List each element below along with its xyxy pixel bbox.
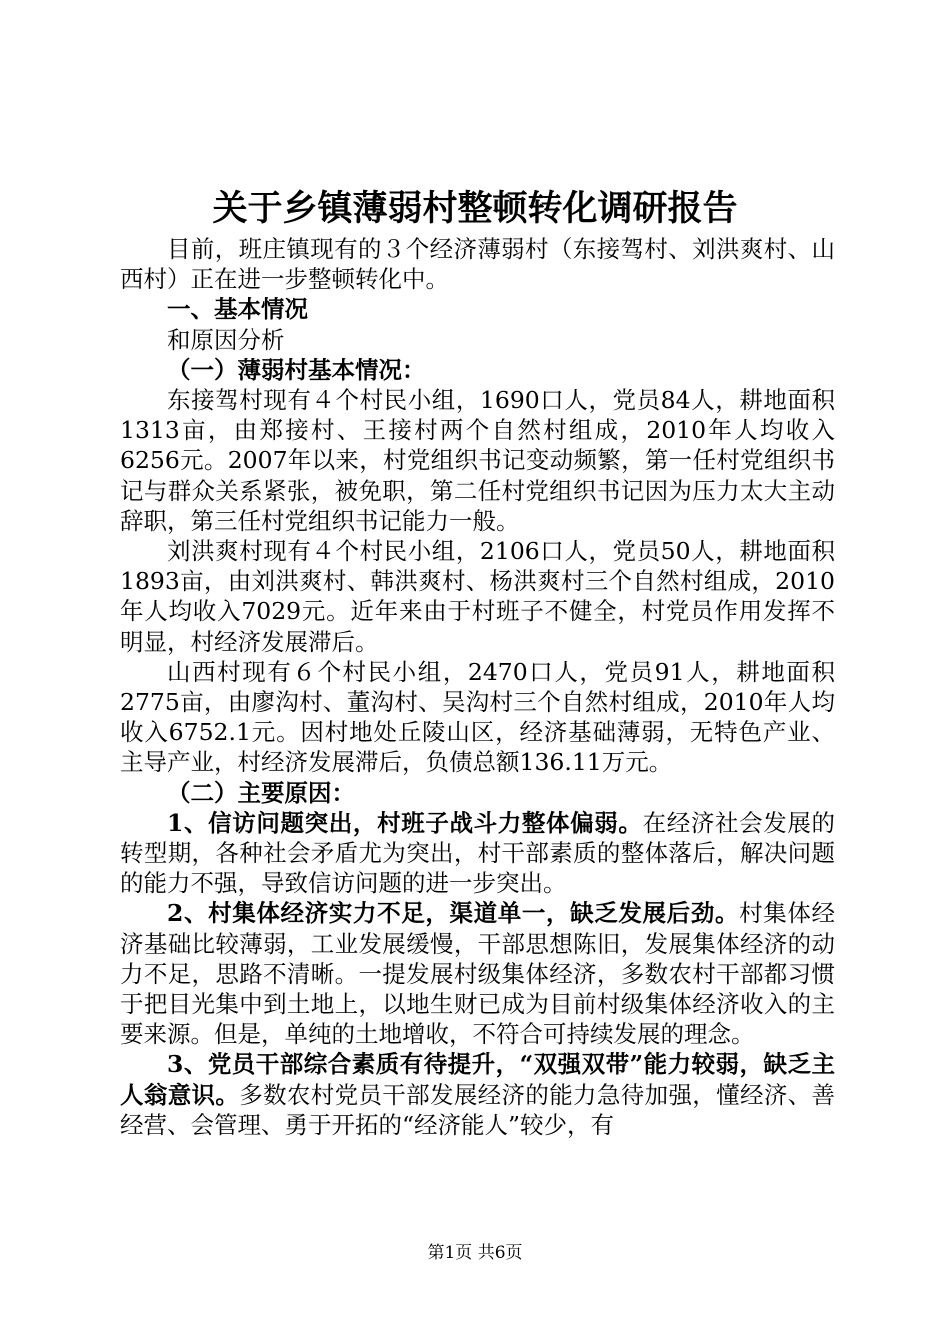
reason-paragraph-2 — [120, 898, 835, 1049]
reason-1-heading: 1、信访问题突出，村班子战斗力整体偏弱。 — [167, 808, 643, 837]
reason-3-heading: 3、党员干部综合素质有待提升，“双强双带”能力较弱，缺乏主人翁意识。 — [120, 1050, 835, 1109]
reason-1-text: 在经济社会发展的转型期，各种社会矛盾尤为突出，村干部素质的整体落后，解决问题的能力不强，导致信访问题的进一步突出。 — [120, 808, 836, 898]
subsection-heading-basic-situation: （一）薄弱村基本情况： — [167, 355, 426, 384]
subsection-heading-main-reasons: （二）主要原因： — [167, 778, 355, 807]
section-heading-basic: 一、基本情况 — [167, 295, 308, 324]
village-paragraph-shanxi: 山西村现有６个村民小组，2470口人，党员91人，耕地面积2775亩，由廖沟村、董沟村、吴沟村三个自然村组成，2010年人均收入6752.1元。因村地处丘陵山区，经济基础薄弱，无特色产业、主导产业，村经济发展滞后，负债总额136.11万元。 — [120, 657, 835, 777]
document-body — [120, 234, 835, 1140]
village-paragraph-liuhongshuang: 刘洪爽村现有４个村民小组，2106口人，党员50人，耕地面积1893亩，由刘洪爽村、韩洪爽村、杨洪爽村三个自然村组成，2010年人均收入7029元。近年来由于村班子不健全，村党员作用发挥不明显，村经济发展滞后。 — [120, 537, 835, 656]
reason-paragraph-1 — [120, 808, 835, 899]
reason-2-heading: 2、村集体经济实力不足，渠道单一，缺乏发展后劲。 — [167, 899, 740, 928]
reason-2-text: 村集体经济基础比较薄弱，工业发展缓慢，干部思想陈旧，发展集体经济的动力不足，思路不清晰。一提发展村级集体经济，多数农村干部都习惯于把目光集中到土地上，以地生财已成为目前村级集体经济收入的主要来源。但是，单纯的土地增收，不符合可持续发展的理念。 — [120, 899, 835, 1049]
village-paragraph-dongjiejia: 东接驾村现有４个村民小组，1690口人，党员84人，耕地面积1313亩，由郑接村、王接村两个自然村组成，2010年人均收入6256元。2007年以来，村党组织书记变动频繁，第一任村党组织书记与群众关系紧张，被免职，第二任村党组织书记因为压力太大主动辞职，第三任村党组织书记能力一般。 — [120, 386, 835, 535]
page-title: 关于乡镇薄弱村整顿转化调研报告 — [212, 188, 738, 229]
page-footer: 第1页 共6页 — [427, 1243, 523, 1263]
reason-paragraph-3 — [120, 1049, 835, 1140]
reason-3-text: 多数农村党员干部发展经济的能力急待加强，懂经济、善经营、会管理、勇于开拓的“经济能人”较少，有 — [120, 1080, 836, 1139]
section-subheading-analysis: 和原因分析 — [167, 325, 285, 354]
intro-paragraph: 目前，班庄镇现有的３个经济薄弱村（东接驾村、刘洪爽村、山西村）正在进一步整顿转化中。 — [120, 235, 835, 294]
